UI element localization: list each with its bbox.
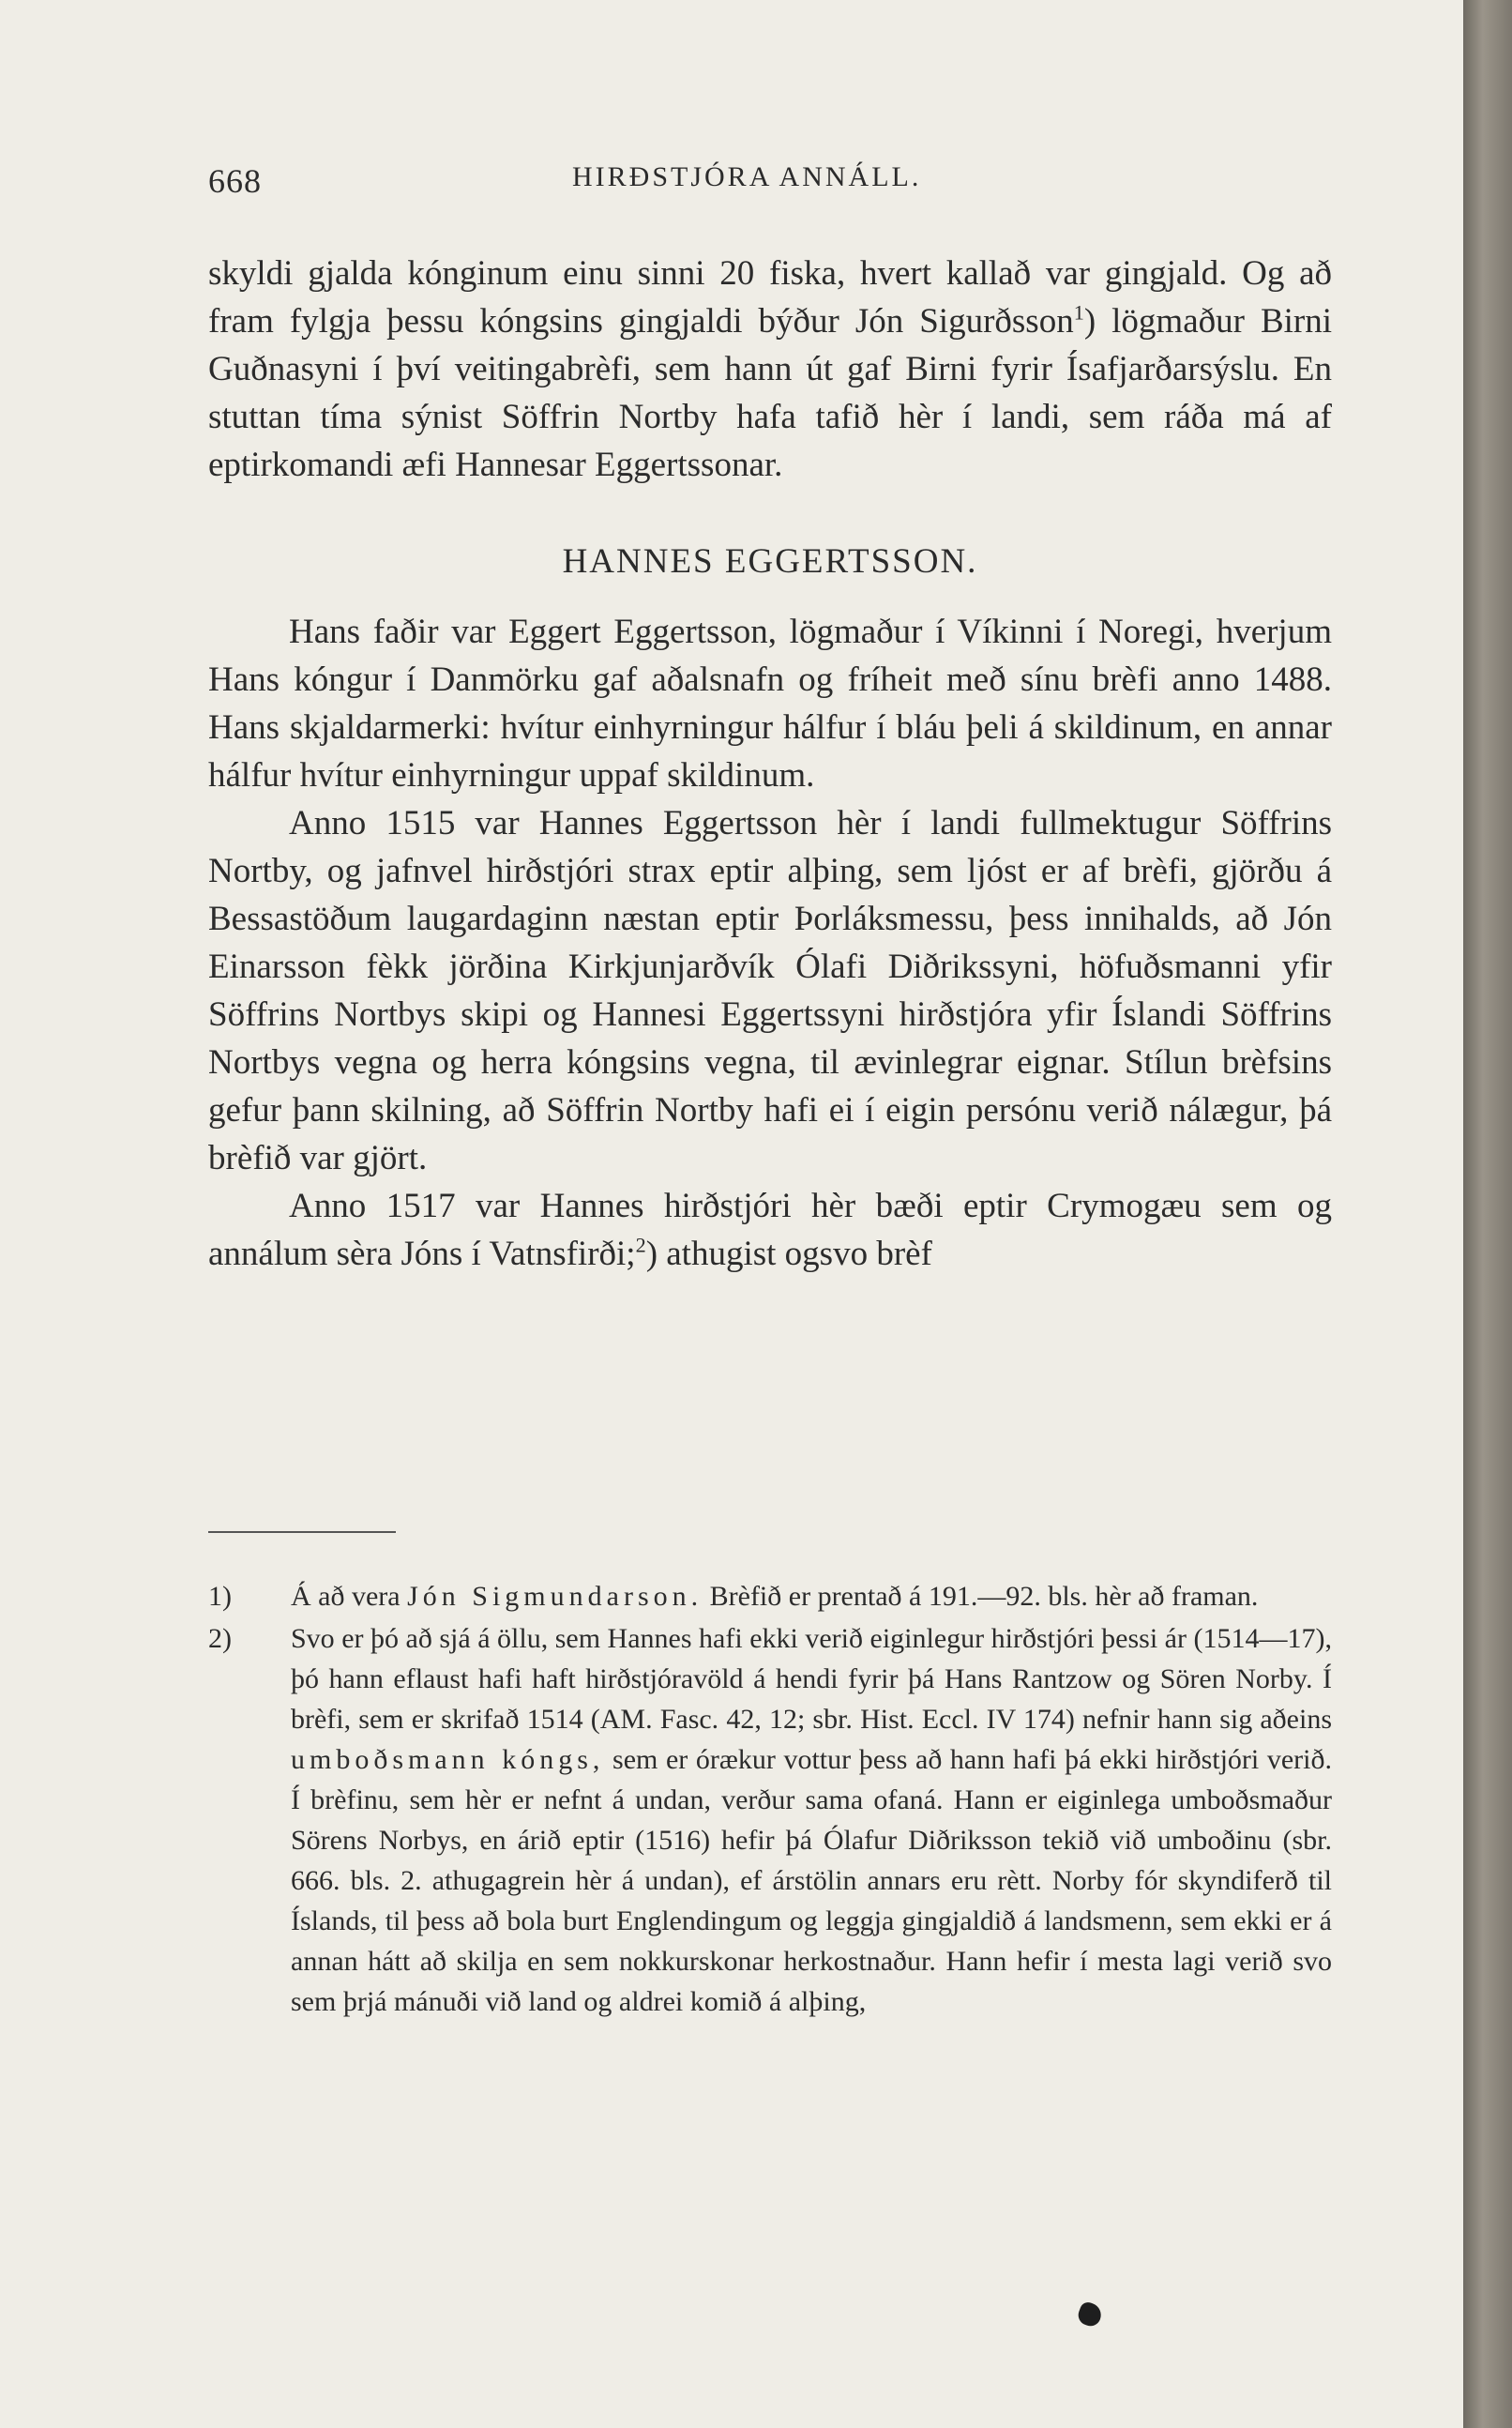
- footnote-divider: [208, 1531, 396, 1533]
- footnote-ref: 1: [1073, 300, 1084, 325]
- paragraph: [208, 250, 1332, 489]
- footnote-ref: 2: [635, 1233, 646, 1257]
- text-run: ) lögmaður Birni Guðnasyni í því veitingabrèfi, sem hann út gaf Birni fyrir Ísafjarðarsýslu. En stuttan tíma sýnist Söffrin Nortby hafa tafið hèr í landi, sem ráða má af eptirkomandi æfi Hannesar Eggertssonar.: [208, 302, 1333, 484]
- footnote-mark: 1): [208, 1581, 232, 1612]
- footnote: [208, 1618, 1332, 2022]
- spaced-term: umboðsmann kóngs,: [291, 1744, 605, 1775]
- text-run: Brèfið er prentað á 191.—92. bls. hèr að framan.: [709, 1581, 1259, 1612]
- spaced-name: Jón Sigmundarson.: [407, 1581, 703, 1612]
- paragraph: Hans faðir var Eggert Eggertsson, lögmaður í Víkinni í Noregi, hverjum Hans kóngur í Danmörku gaf aðalsnafn og fríheit með sínu brèfi anno 1488. Hans skjaldarmerki: hvítur einhyrningur hálfur í bláu þeli á skildinum, en annar hálfur hvítur einhyrningur uppaf skildinum.: [208, 613, 1332, 795]
- page-number: 668: [208, 162, 262, 200]
- main-text: [208, 250, 1332, 1278]
- text-run: ) athugist ogsvo brèf: [645, 1235, 932, 1273]
- text-run: sem er órækur vottur þess að hann hafi þá ekki hirðstjóri verið. Í brèfinu, sem hèr er nefnt á undan, verður sama ofaná. Hann er eiginlega umboðsmaður Sörens Norbys, en árið eptir (1516) hefir þá Ólafur Diðriksson tekið við umboðinu (sbr. 666. bls. 2. athugagrein hèr á undan), ef árstölin annars eru rètt. Norby fór skyndiferð til Íslands, til þess að bola burt Englendingum og leggja gingjaldið á landsmenn, sem ekki er á annan hátt að skilja en sem nokkurskonar herkostnaður. Hann hefir í mesta lagi verið svo sem þrjá mánuði við land og aldrei komið á alþing,: [291, 1744, 1332, 2017]
- footnote: [208, 1576, 1332, 1616]
- text-run: Svo er þó að sjá á öllu, sem Hannes hafi ekki verið eiginlegur hirðstjóri þessi ár (1514—17), þó hann eflaust hafi haft hirðstjóravöld á hendi fyrir þá Hans Rantzow og Sören Norby. Í brèfi, sem er skrifað 1514 (AM. Fasc. 42, 12; sbr. Hist. Eccl. IV 174) nefnir hann sig aðeins: [291, 1623, 1332, 1735]
- footnote-mark: 2): [208, 1623, 232, 1654]
- section-heading: HANNES EGGERTSSON.: [562, 542, 978, 581]
- book-edge: [1463, 0, 1512, 2428]
- footnotes: [208, 1576, 1332, 2024]
- text-run: skyldi gjalda kónginum einu sinni 20 fiska, hvert kallað var gingjald. Og að fram fylgja þessu kóngsins gingjaldi býður Jón Sigurðsson: [208, 254, 1332, 341]
- text-run: Á að vera: [291, 1581, 401, 1612]
- paragraph: Anno 1515 var Hannes Eggertsson hèr í landi fullmektugur Söffrins Nortby, og jafnvel hirðstjóri strax eptir alþing, sem ljóst er af brèfi, gjörðu á Bessastöðum laugardaginn næstan eptir Þorláksmessu, þess innihalds, að Jón Einarsson fèkk jörðina Kirkjunjarðvík Ólafi Diðrikssyni, höfuðsmanni yfir Söffrins Nortbys skipi og Hannesi Eggertssyni hirðstjóra yfir Íslandi Söffrins Nortbys vegna og herra kóngsins vegna, til ævinlegrar eignar. Stílun brèfsins gefur þann skilning, að Söffrin Nortby hafi ei í eigin persónu verið nálægur, þá brèfið var gjört.: [208, 804, 1332, 1177]
- text-run: Anno 1517 var Hannes hirðstjóri hèr bæði eptir Crymogæu sem og annálum sèra Jóns í Vatnsfirði;: [208, 1187, 1332, 1273]
- ink-blot: [1076, 2300, 1105, 2329]
- paragraph: [208, 1182, 1332, 1278]
- running-title: HIRÐSTJÓRA ANNÁLL.: [572, 161, 922, 192]
